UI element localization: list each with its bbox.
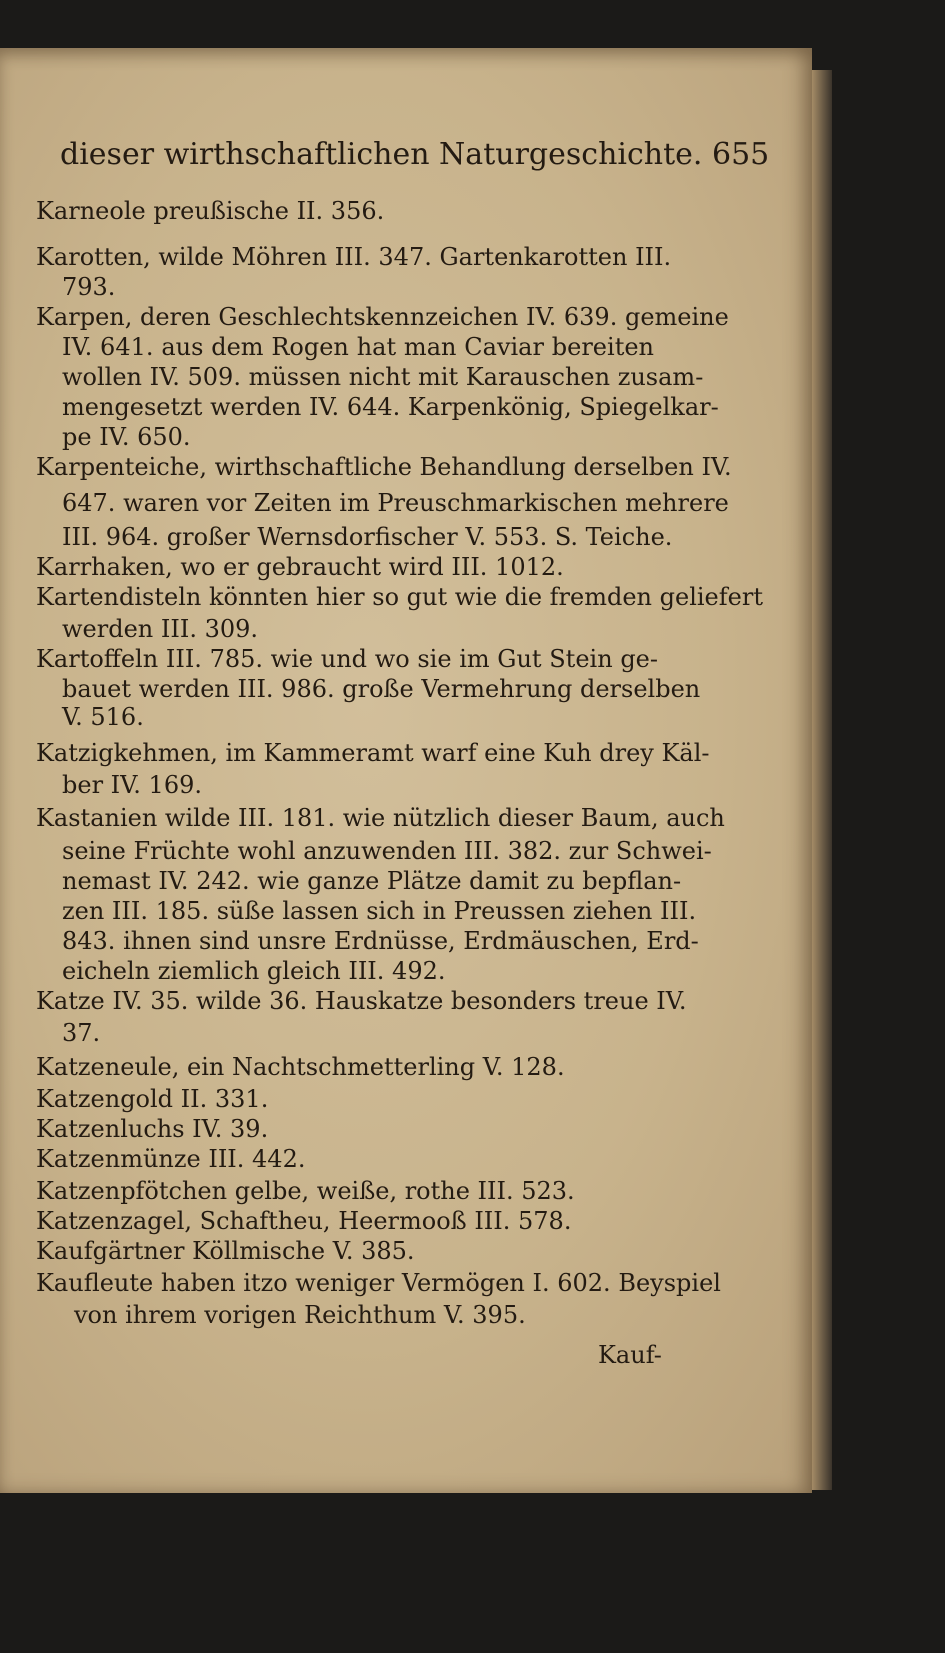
index-line: Katzenmünze III. 442. [36, 1145, 306, 1173]
index-line: Kaufleute haben itzo weniger Vermögen I. 602. Beyspiel [36, 1269, 721, 1297]
index-line: Katzenpfötchen gelbe, weiße, rothe III. 523. [36, 1177, 575, 1205]
index-line: IV. 641. aus dem Rogen hat man Caviar bereiten [62, 333, 654, 361]
index-line: 37. [62, 1019, 101, 1047]
index-line: Karotten, wilde Möhren III. 347. Gartenkarotten III. [36, 243, 672, 271]
index-line: Katzengold II. 331. [36, 1085, 269, 1113]
index-line: III. 964. großer Wernsdorfischer V. 553. S. Teiche. [62, 523, 673, 551]
index-line: Karneole preußische II. 356. [36, 197, 385, 225]
index-line: Karrhaken, wo er gebraucht wird III. 1012. [36, 553, 564, 581]
index-line: Kastanien wilde III. 181. wie nützlich dieser Baum, auch [36, 804, 725, 832]
index-line: wollen IV. 509. müssen nicht mit Karauschen zusam- [62, 363, 704, 391]
page-edge [812, 70, 832, 1490]
index-line: Karpen, deren Geschlechtskennzeichen IV. 639. gemeine [36, 303, 729, 331]
index-line: Kaufgärtner Köllmische V. 385. [36, 1237, 415, 1265]
index-line: zen III. 185. süße lassen sich in Preussen ziehen III. [62, 897, 697, 925]
index-line: Katzigkehmen, im Kammeramt warf eine Kuh drey Käl- [36, 739, 710, 767]
index-line: nemast IV. 242. wie ganze Plätze damit zu bepflan- [62, 867, 682, 895]
index-line: Kartoffeln III. 785. wie und wo sie im Gut Stein ge- [36, 645, 658, 673]
index-line: Katzenluchs IV. 39. [36, 1115, 269, 1143]
index-line: ber IV. 169. [62, 771, 202, 799]
page-number: 655 [712, 137, 770, 172]
index-line: Katzenzagel, Schaftheu, Heermooß III. 578. [36, 1207, 572, 1235]
index-line: Katze IV. 35. wilde 36. Hauskatze besonders treue IV. [36, 987, 687, 1015]
index-line: 793. [62, 273, 116, 301]
running-title: dieser wirthschaftlichen Naturgeschichte. [60, 137, 703, 172]
catchword: Kauf- [598, 1341, 662, 1369]
index-line: 843. ihnen sind unsre Erdnüsse, Erdmäuschen, Erd- [62, 927, 699, 955]
index-line: Kartendisteln könnten hier so gut wie die fremden geliefert [36, 583, 763, 611]
index-line: Katzeneule, ein Nachtschmetterling V. 128. [36, 1053, 565, 1081]
index-line: von ihrem vorigen Reichthum V. 395. [74, 1301, 526, 1329]
index-line: pe IV. 650. [62, 423, 191, 451]
index-line: mengesetzt werden IV. 644. Karpenkönig, Spiegelkar- [62, 393, 719, 421]
index-line: Karpenteiche, wirthschaftliche Behandlung derselben IV. [36, 453, 732, 481]
index-line: bauet werden III. 986. große Vermehrung derselben [62, 675, 701, 703]
index-line: seine Früchte wohl anzuwenden III. 382. zur Schwei- [62, 837, 712, 865]
index-line: eicheln ziemlich gleich III. 492. [62, 957, 446, 985]
index-line: werden III. 309. [62, 615, 259, 643]
running-header [60, 137, 770, 172]
index-line: 647. waren vor Zeiten im Preuschmarkischen mehrere [62, 489, 729, 517]
index-line: V. 516. [62, 703, 144, 731]
